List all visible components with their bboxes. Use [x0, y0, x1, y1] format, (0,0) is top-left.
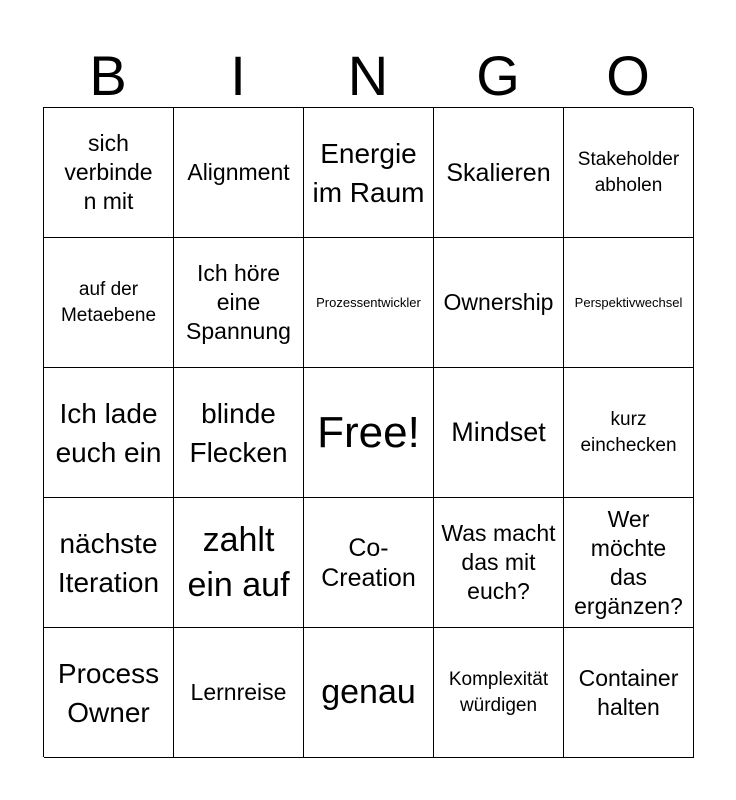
header-letter-n: N	[347, 44, 389, 107]
cell-text: Energie im Raum	[312, 137, 425, 208]
header-letter-b: B	[89, 44, 127, 107]
bingo-cell[interactable]	[304, 238, 434, 368]
bingo-cell[interactable]	[44, 628, 174, 758]
cell-text: Process Owner	[57, 657, 160, 728]
cell-text: Ich lade euch ein	[55, 397, 162, 468]
cell-text: sich verbinden mit	[64, 130, 153, 214]
bingo-cell[interactable]	[434, 108, 564, 238]
bingo-header	[43, 44, 693, 108]
cell-text: Alignment	[187, 159, 290, 185]
cell-text: nächste Iteration	[57, 527, 160, 598]
header-letter-o: O	[606, 44, 650, 107]
cell-text: Skalieren	[446, 158, 551, 187]
bingo-cell[interactable]	[564, 498, 694, 628]
cell-text: Co-Creation	[321, 533, 416, 592]
cell-text: Komplexität würdigen	[448, 668, 549, 716]
bingo-cell[interactable]	[564, 368, 694, 498]
cell-text: Stakeholder abholen	[577, 148, 680, 196]
cell-text: kurz einchecken	[580, 408, 677, 456]
cell-text: Ownership	[443, 289, 554, 315]
bingo-cell[interactable]	[44, 108, 174, 238]
header-letter-g: G	[476, 44, 520, 107]
bingo-cell[interactable]	[44, 498, 174, 628]
cell-text: Lernreise	[190, 679, 287, 705]
cell-text: Container halten	[578, 664, 679, 720]
bingo-cell[interactable]	[44, 368, 174, 498]
bingo-card-grid	[43, 107, 693, 757]
bingo-cell[interactable]	[434, 238, 564, 368]
bingo-cell[interactable]	[434, 368, 564, 498]
free-space-text: Free!	[317, 407, 420, 457]
bingo-cell[interactable]	[564, 108, 694, 238]
bingo-cell[interactable]	[44, 238, 174, 368]
cell-text: blinde Flecken	[189, 397, 288, 468]
cell-text: Mindset	[451, 417, 546, 447]
bingo-cell[interactable]	[174, 628, 304, 758]
cell-text: Ich höre eine Spannung	[186, 260, 291, 344]
bingo-cell[interactable]	[174, 108, 304, 238]
bingo-cell[interactable]	[304, 498, 434, 628]
cell-text: Wer möchte das ergänzen?	[574, 505, 683, 619]
bingo-cell[interactable]	[174, 238, 304, 368]
bingo-cell[interactable]	[304, 368, 434, 498]
bingo-cell[interactable]	[434, 628, 564, 758]
cell-text: Prozessentwickler	[316, 294, 421, 310]
bingo-cell[interactable]	[174, 368, 304, 498]
cell-text: Was macht das mit euch?	[441, 520, 556, 604]
bingo-cell[interactable]	[174, 498, 304, 628]
bingo-cell[interactable]	[564, 628, 694, 758]
cell-text: Perspektivwechsel	[574, 294, 683, 310]
bingo-cell[interactable]	[304, 108, 434, 238]
cell-text: auf der Metaebene	[60, 278, 157, 326]
header-letter-i: I	[230, 44, 246, 107]
cell-text: genau	[321, 673, 416, 711]
bingo-cell[interactable]	[304, 628, 434, 758]
cell-text: zahlt ein auf	[187, 520, 290, 604]
bingo-cell[interactable]	[564, 238, 694, 368]
bingo-cell[interactable]	[434, 498, 564, 628]
